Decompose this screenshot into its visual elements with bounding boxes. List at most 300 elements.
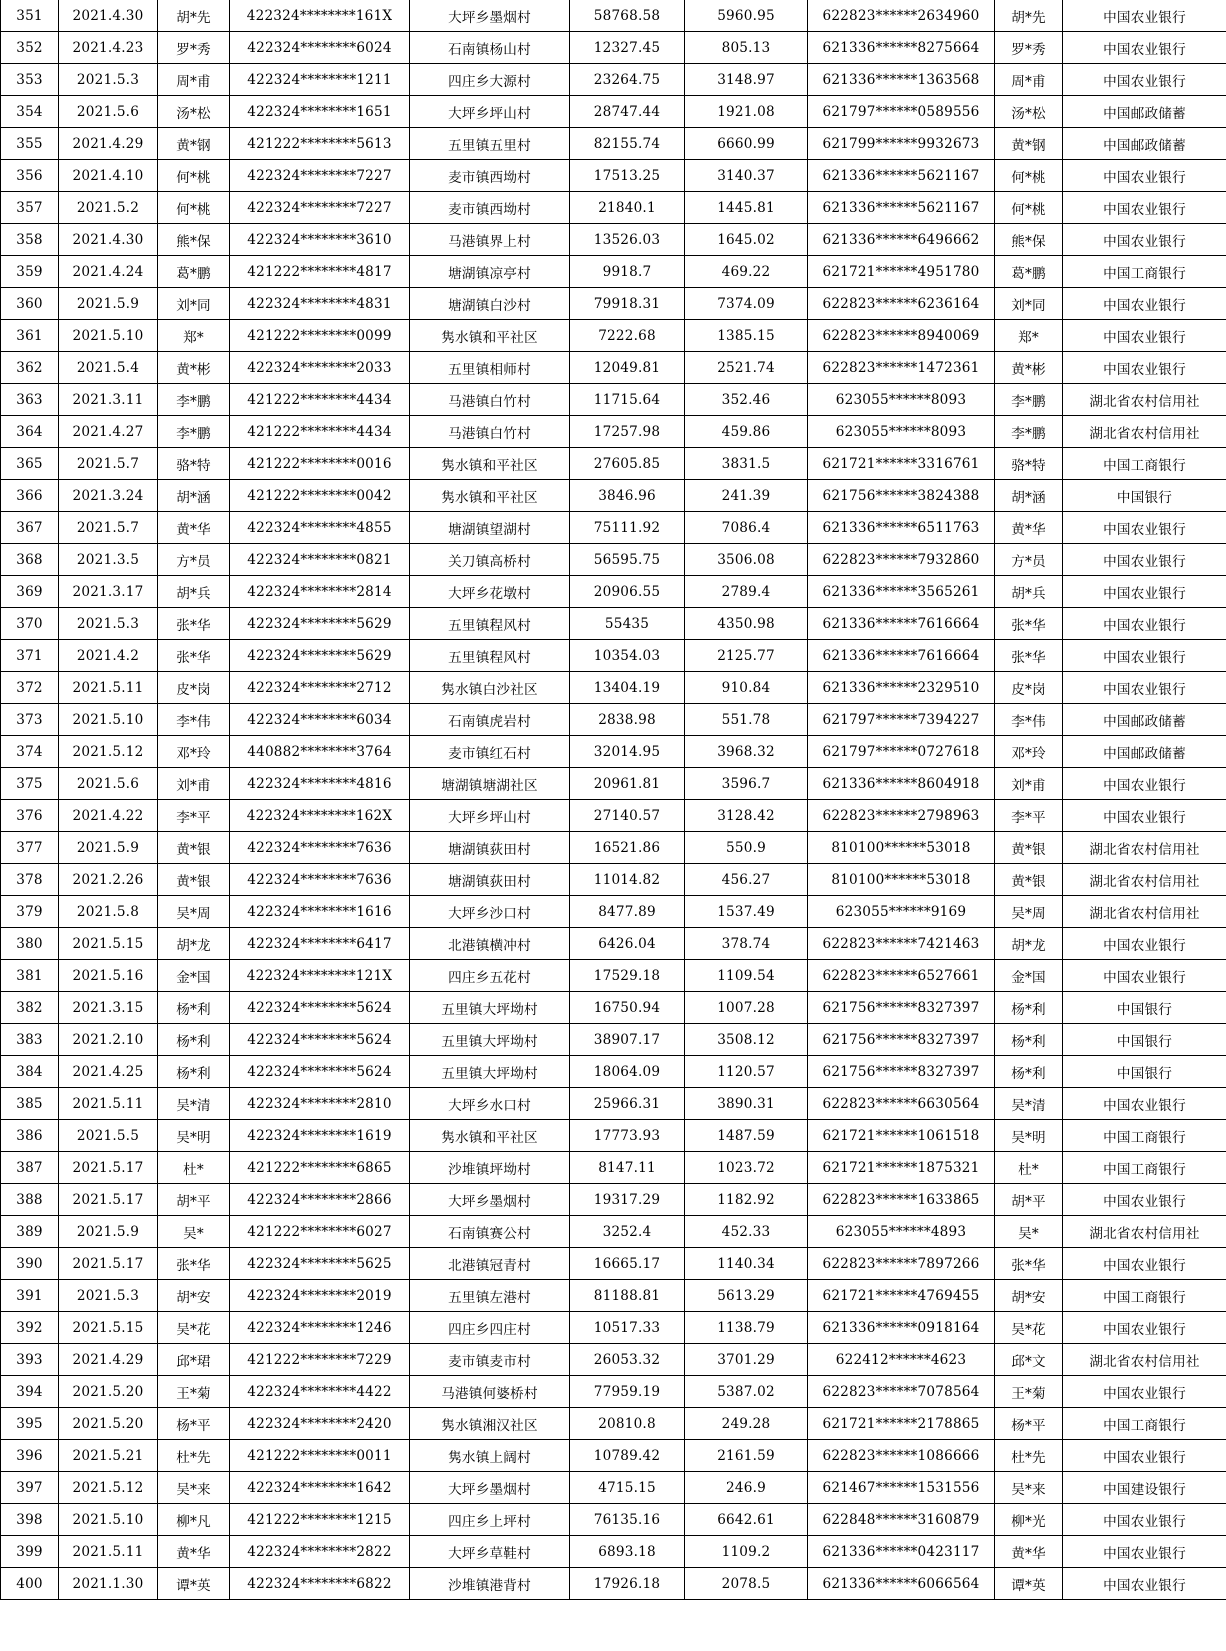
address-cell: 大坪乡坪山村 — [410, 800, 570, 832]
row-number-cell: 390 — [1, 1248, 59, 1280]
table-row — [1, 832, 1226, 864]
account-number-cell: 621721******4951780 — [808, 256, 995, 288]
address-cell: 四庄乡上坪村 — [410, 1504, 570, 1536]
address-cell: 五里镇大坪坳村 — [410, 992, 570, 1024]
account-number-cell: 621756******8327397 — [808, 992, 995, 1024]
address-cell: 大坪乡水口村 — [410, 1088, 570, 1120]
account-holder-cell: 黄*华 — [995, 512, 1063, 544]
bank-cell: 中国农业银行 — [1063, 320, 1226, 352]
date-cell: 2021.5.9 — [59, 1216, 158, 1248]
row-number-cell: 393 — [1, 1344, 59, 1376]
amount-cell: 10354.03 — [570, 640, 685, 672]
date-cell: 2021.5.10 — [59, 1504, 158, 1536]
table-row — [1, 1088, 1226, 1120]
id-number-cell: 422324********2033 — [230, 352, 410, 384]
table-row — [1, 1376, 1226, 1408]
account-number-cell: 621336******7616664 — [808, 608, 995, 640]
bank-cell: 湖北省农村信用社 — [1063, 1344, 1226, 1376]
id-number-cell: 421222********0042 — [230, 480, 410, 512]
account-number-cell: 621756******3824388 — [808, 480, 995, 512]
bank-cell: 中国银行 — [1063, 1024, 1226, 1056]
id-number-cell: 422324********2019 — [230, 1280, 410, 1312]
subsidy-cell: 1120.57 — [685, 1056, 808, 1088]
id-number-cell: 422324********7636 — [230, 832, 410, 864]
address-cell: 关刀镇高桥村 — [410, 544, 570, 576]
amount-cell: 17773.93 — [570, 1120, 685, 1152]
subsidy-cell: 1109.54 — [685, 960, 808, 992]
account-number-cell: 622823******7078564 — [808, 1376, 995, 1408]
name-cell: 杨*利 — [158, 1024, 230, 1056]
row-number-cell: 397 — [1, 1472, 59, 1504]
name-cell: 吴*清 — [158, 1088, 230, 1120]
amount-cell: 11014.82 — [570, 864, 685, 896]
date-cell: 2021.5.17 — [59, 1184, 158, 1216]
amount-cell: 12327.45 — [570, 32, 685, 64]
row-number-cell: 371 — [1, 640, 59, 672]
subsidy-cell: 1645.02 — [685, 224, 808, 256]
account-number-cell: 622823******2634960 — [808, 0, 995, 32]
account-number-cell: 622823******6236164 — [808, 288, 995, 320]
account-holder-cell: 葛*鹏 — [995, 256, 1063, 288]
account-holder-cell: 胡*兵 — [995, 576, 1063, 608]
table-row — [1, 800, 1226, 832]
subsidy-cell: 550.9 — [685, 832, 808, 864]
date-cell: 2021.5.11 — [59, 672, 158, 704]
amount-cell: 8147.11 — [570, 1152, 685, 1184]
id-number-cell: 421222********6865 — [230, 1152, 410, 1184]
address-cell: 五里镇大坪坳村 — [410, 1056, 570, 1088]
amount-cell: 38907.17 — [570, 1024, 685, 1056]
row-number-cell: 351 — [1, 0, 59, 32]
account-holder-cell: 李*鹏 — [995, 416, 1063, 448]
id-number-cell: 422324********5624 — [230, 1024, 410, 1056]
bank-cell: 中国农业银行 — [1063, 960, 1226, 992]
address-cell: 隽水镇和平社区 — [410, 1120, 570, 1152]
account-number-cell: 622823******6630564 — [808, 1088, 995, 1120]
amount-cell: 8477.89 — [570, 896, 685, 928]
account-number-cell: 621336******1363568 — [808, 64, 995, 96]
subsidy-cell: 1182.92 — [685, 1184, 808, 1216]
account-number-cell: 621336******8604918 — [808, 768, 995, 800]
address-cell: 塘湖镇凉亭村 — [410, 256, 570, 288]
address-cell: 四庄乡四庄村 — [410, 1312, 570, 1344]
subsidy-cell: 3968.32 — [685, 736, 808, 768]
row-number-cell: 359 — [1, 256, 59, 288]
records-body — [1, 0, 1226, 1600]
table-row — [1, 1056, 1226, 1088]
subsidy-cell: 1921.08 — [685, 96, 808, 128]
table-row — [1, 1312, 1226, 1344]
amount-cell: 32014.95 — [570, 736, 685, 768]
date-cell: 2021.5.16 — [59, 960, 158, 992]
subsidy-cell: 551.78 — [685, 704, 808, 736]
amount-cell: 76135.16 — [570, 1504, 685, 1536]
subsidy-cell: 3596.7 — [685, 768, 808, 800]
name-cell: 胡*龙 — [158, 928, 230, 960]
address-cell: 大坪乡墨烟村 — [410, 0, 570, 32]
bank-cell: 湖北省农村信用社 — [1063, 384, 1226, 416]
account-holder-cell: 黄*华 — [995, 1536, 1063, 1568]
account-holder-cell: 吴*明 — [995, 1120, 1063, 1152]
table-row — [1, 576, 1226, 608]
table-row — [1, 96, 1226, 128]
row-number-cell: 379 — [1, 896, 59, 928]
date-cell: 2021.4.29 — [59, 128, 158, 160]
table-row — [1, 992, 1226, 1024]
account-holder-cell: 邓*玲 — [995, 736, 1063, 768]
address-cell: 塘湖镇荻田村 — [410, 864, 570, 896]
account-number-cell: 623055******8093 — [808, 384, 995, 416]
address-cell: 隽水镇湘汉社区 — [410, 1408, 570, 1440]
account-holder-cell: 柳*光 — [995, 1504, 1063, 1536]
date-cell: 2021.5.3 — [59, 64, 158, 96]
date-cell: 2021.3.15 — [59, 992, 158, 1024]
subsidy-cell: 5613.29 — [685, 1280, 808, 1312]
address-cell: 麦市镇西坳村 — [410, 160, 570, 192]
date-cell: 2021.4.22 — [59, 800, 158, 832]
date-cell: 2021.5.4 — [59, 352, 158, 384]
account-number-cell: 621721******4769455 — [808, 1280, 995, 1312]
date-cell: 2021.5.5 — [59, 1120, 158, 1152]
bank-cell: 中国农业银行 — [1063, 0, 1226, 32]
account-holder-cell: 黄*钢 — [995, 128, 1063, 160]
table-row — [1, 480, 1226, 512]
subsidy-cell: 3128.42 — [685, 800, 808, 832]
account-holder-cell: 郑* — [995, 320, 1063, 352]
address-cell: 隽水镇上阔村 — [410, 1440, 570, 1472]
id-number-cell: 422324********5629 — [230, 640, 410, 672]
date-cell: 2021.5.7 — [59, 512, 158, 544]
row-number-cell: 395 — [1, 1408, 59, 1440]
name-cell: 熊*保 — [158, 224, 230, 256]
name-cell: 皮*岗 — [158, 672, 230, 704]
date-cell: 2021.5.3 — [59, 1280, 158, 1312]
bank-cell: 中国农业银行 — [1063, 1312, 1226, 1344]
table-row — [1, 1440, 1226, 1472]
row-number-cell: 367 — [1, 512, 59, 544]
address-cell: 大坪乡花墩村 — [410, 576, 570, 608]
table-row — [1, 320, 1226, 352]
amount-cell: 13526.03 — [570, 224, 685, 256]
date-cell: 2021.5.6 — [59, 768, 158, 800]
name-cell: 黄*华 — [158, 512, 230, 544]
name-cell: 黄*银 — [158, 832, 230, 864]
date-cell: 2021.4.29 — [59, 1344, 158, 1376]
name-cell: 王*菊 — [158, 1376, 230, 1408]
address-cell: 塘湖镇塘湖社区 — [410, 768, 570, 800]
amount-cell: 17926.18 — [570, 1568, 685, 1600]
row-number-cell: 377 — [1, 832, 59, 864]
account-holder-cell: 胡*先 — [995, 0, 1063, 32]
address-cell: 大坪乡墨烟村 — [410, 1472, 570, 1504]
row-number-cell: 380 — [1, 928, 59, 960]
subsidy-cell: 1385.15 — [685, 320, 808, 352]
account-number-cell: 621721******3316761 — [808, 448, 995, 480]
account-holder-cell: 胡*平 — [995, 1184, 1063, 1216]
id-number-cell: 422324********7227 — [230, 192, 410, 224]
account-holder-cell: 杨*利 — [995, 1024, 1063, 1056]
account-holder-cell: 何*桃 — [995, 192, 1063, 224]
account-number-cell: 622848******3160879 — [808, 1504, 995, 1536]
subsidy-cell: 1138.79 — [685, 1312, 808, 1344]
account-number-cell: 621336******5621167 — [808, 160, 995, 192]
bank-cell: 中国邮政储蓄 — [1063, 96, 1226, 128]
id-number-cell: 421222********0099 — [230, 320, 410, 352]
account-number-cell: 621336******0918164 — [808, 1312, 995, 1344]
bank-cell: 中国邮政储蓄 — [1063, 128, 1226, 160]
amount-cell: 16521.86 — [570, 832, 685, 864]
subsidy-cell: 3140.37 — [685, 160, 808, 192]
subsidy-cell: 1023.72 — [685, 1152, 808, 1184]
name-cell: 邓*玲 — [158, 736, 230, 768]
address-cell: 北港镇冠青村 — [410, 1248, 570, 1280]
account-holder-cell: 刘*同 — [995, 288, 1063, 320]
date-cell: 2021.5.8 — [59, 896, 158, 928]
name-cell: 周*甫 — [158, 64, 230, 96]
subsidy-cell: 6660.99 — [685, 128, 808, 160]
row-number-cell: 355 — [1, 128, 59, 160]
name-cell: 胡*平 — [158, 1184, 230, 1216]
bank-cell: 中国工商银行 — [1063, 448, 1226, 480]
account-holder-cell: 杨*利 — [995, 1056, 1063, 1088]
name-cell: 谭*英 — [158, 1568, 230, 1600]
account-number-cell: 621467******1531556 — [808, 1472, 995, 1504]
amount-cell: 25966.31 — [570, 1088, 685, 1120]
bank-cell: 中国农业银行 — [1063, 1088, 1226, 1120]
account-number-cell: 623055******4893 — [808, 1216, 995, 1248]
account-number-cell: 622823******1472361 — [808, 352, 995, 384]
address-cell: 五里镇相师村 — [410, 352, 570, 384]
account-number-cell: 621336******8275664 — [808, 32, 995, 64]
amount-cell: 21840.1 — [570, 192, 685, 224]
row-number-cell: 394 — [1, 1376, 59, 1408]
account-number-cell: 621799******9932673 — [808, 128, 995, 160]
amount-cell: 58768.58 — [570, 0, 685, 32]
date-cell: 2021.4.30 — [59, 0, 158, 32]
id-number-cell: 422324********6417 — [230, 928, 410, 960]
bank-cell: 中国农业银行 — [1063, 1568, 1226, 1600]
address-cell: 马港镇界上村 — [410, 224, 570, 256]
amount-cell: 20810.8 — [570, 1408, 685, 1440]
account-holder-cell: 金*国 — [995, 960, 1063, 992]
row-number-cell: 386 — [1, 1120, 59, 1152]
account-number-cell: 623055******9169 — [808, 896, 995, 928]
table-row — [1, 160, 1226, 192]
table-row — [1, 896, 1226, 928]
account-holder-cell: 李*平 — [995, 800, 1063, 832]
amount-cell: 27605.85 — [570, 448, 685, 480]
table-row — [1, 960, 1226, 992]
table-row — [1, 512, 1226, 544]
date-cell: 2021.1.30 — [59, 1568, 158, 1600]
date-cell: 2021.5.20 — [59, 1408, 158, 1440]
account-number-cell: 622823******8940069 — [808, 320, 995, 352]
row-number-cell: 375 — [1, 768, 59, 800]
account-holder-cell: 张*华 — [995, 1248, 1063, 1280]
id-number-cell: 422324********7227 — [230, 160, 410, 192]
date-cell: 2021.4.10 — [59, 160, 158, 192]
bank-cell: 湖北省农村信用社 — [1063, 832, 1226, 864]
id-number-cell: 422324********5624 — [230, 992, 410, 1024]
amount-cell: 81188.81 — [570, 1280, 685, 1312]
id-number-cell: 422324********2822 — [230, 1536, 410, 1568]
row-number-cell: 389 — [1, 1216, 59, 1248]
table-row — [1, 256, 1226, 288]
bank-cell: 中国银行 — [1063, 992, 1226, 1024]
subsidy-cell: 241.39 — [685, 480, 808, 512]
row-number-cell: 356 — [1, 160, 59, 192]
id-number-cell: 422324********2810 — [230, 1088, 410, 1120]
date-cell: 2021.5.15 — [59, 928, 158, 960]
bank-cell: 中国工商银行 — [1063, 1408, 1226, 1440]
bank-cell: 中国工商银行 — [1063, 1152, 1226, 1184]
amount-cell: 9918.7 — [570, 256, 685, 288]
row-number-cell: 399 — [1, 1536, 59, 1568]
row-number-cell: 391 — [1, 1280, 59, 1312]
bank-cell: 中国农业银行 — [1063, 672, 1226, 704]
amount-cell: 3846.96 — [570, 480, 685, 512]
row-number-cell: 383 — [1, 1024, 59, 1056]
name-cell: 黄*钢 — [158, 128, 230, 160]
bank-cell: 中国农业银行 — [1063, 576, 1226, 608]
name-cell: 胡*涵 — [158, 480, 230, 512]
id-number-cell: 422324********4816 — [230, 768, 410, 800]
subsidy-cell: 3701.29 — [685, 1344, 808, 1376]
subsidy-cell: 1109.2 — [685, 1536, 808, 1568]
table-row — [1, 192, 1226, 224]
address-cell: 石南镇杨山村 — [410, 32, 570, 64]
bank-cell: 中国农业银行 — [1063, 1440, 1226, 1472]
table-row — [1, 1504, 1226, 1536]
account-holder-cell: 皮*岗 — [995, 672, 1063, 704]
account-number-cell: 621797******0589556 — [808, 96, 995, 128]
account-holder-cell: 周*甫 — [995, 64, 1063, 96]
row-number-cell: 400 — [1, 1568, 59, 1600]
address-cell: 隽水镇和平社区 — [410, 480, 570, 512]
name-cell: 邱*珺 — [158, 1344, 230, 1376]
account-holder-cell: 吴*清 — [995, 1088, 1063, 1120]
row-number-cell: 376 — [1, 800, 59, 832]
account-holder-cell: 胡*涵 — [995, 480, 1063, 512]
subsidy-cell: 2521.74 — [685, 352, 808, 384]
table-row — [1, 352, 1226, 384]
id-number-cell: 422324********5629 — [230, 608, 410, 640]
name-cell: 杨*利 — [158, 1056, 230, 1088]
id-number-cell: 422324********121X — [230, 960, 410, 992]
subsidy-cell: 1445.81 — [685, 192, 808, 224]
amount-cell: 75111.92 — [570, 512, 685, 544]
table-row — [1, 1472, 1226, 1504]
subsidy-cell: 7086.4 — [685, 512, 808, 544]
name-cell: 杨*利 — [158, 992, 230, 1024]
amount-cell: 55435 — [570, 608, 685, 640]
bank-cell: 中国工商银行 — [1063, 1120, 1226, 1152]
row-number-cell: 352 — [1, 32, 59, 64]
account-number-cell: 621336******2329510 — [808, 672, 995, 704]
bank-cell: 中国农业银行 — [1063, 1184, 1226, 1216]
address-cell: 五里镇程风村 — [410, 608, 570, 640]
address-cell: 北港镇横冲村 — [410, 928, 570, 960]
address-cell: 麦市镇西坳村 — [410, 192, 570, 224]
amount-cell: 26053.32 — [570, 1344, 685, 1376]
amount-cell: 2838.98 — [570, 704, 685, 736]
id-number-cell: 422324********1616 — [230, 896, 410, 928]
account-holder-cell: 李*伟 — [995, 704, 1063, 736]
row-number-cell: 354 — [1, 96, 59, 128]
address-cell: 大坪乡沙口村 — [410, 896, 570, 928]
id-number-cell: 422324********7636 — [230, 864, 410, 896]
subsidy-cell: 7374.09 — [685, 288, 808, 320]
name-cell: 刘*甫 — [158, 768, 230, 800]
row-number-cell: 369 — [1, 576, 59, 608]
account-number-cell: 621336******0423117 — [808, 1536, 995, 1568]
date-cell: 2021.2.10 — [59, 1024, 158, 1056]
subsidy-cell: 1537.49 — [685, 896, 808, 928]
amount-cell: 7222.68 — [570, 320, 685, 352]
bank-cell: 中国农业银行 — [1063, 192, 1226, 224]
account-number-cell: 621756******8327397 — [808, 1056, 995, 1088]
address-cell: 隽水镇和平社区 — [410, 448, 570, 480]
account-number-cell: 621797******7394227 — [808, 704, 995, 736]
bank-cell: 中国农业银行 — [1063, 288, 1226, 320]
table-row — [1, 1120, 1226, 1152]
account-number-cell: 622823******7897266 — [808, 1248, 995, 1280]
date-cell: 2021.5.20 — [59, 1376, 158, 1408]
name-cell: 杨*平 — [158, 1408, 230, 1440]
bank-cell: 中国农业银行 — [1063, 1376, 1226, 1408]
table-row — [1, 1536, 1226, 1568]
id-number-cell: 421222********4434 — [230, 416, 410, 448]
date-cell: 2021.5.7 — [59, 448, 158, 480]
date-cell: 2021.3.17 — [59, 576, 158, 608]
date-cell: 2021.5.9 — [59, 288, 158, 320]
address-cell: 马港镇白竹村 — [410, 416, 570, 448]
bank-cell: 中国工商银行 — [1063, 256, 1226, 288]
account-holder-cell: 杜* — [995, 1152, 1063, 1184]
bank-cell: 中国农业银行 — [1063, 512, 1226, 544]
account-number-cell: 622823******6527661 — [808, 960, 995, 992]
name-cell: 罗*秀 — [158, 32, 230, 64]
table-row — [1, 704, 1226, 736]
row-number-cell: 396 — [1, 1440, 59, 1472]
account-number-cell: 622412******4623 — [808, 1344, 995, 1376]
name-cell: 张*华 — [158, 1248, 230, 1280]
bank-cell: 中国农业银行 — [1063, 1504, 1226, 1536]
date-cell: 2021.5.15 — [59, 1312, 158, 1344]
amount-cell: 4715.15 — [570, 1472, 685, 1504]
name-cell: 张*华 — [158, 608, 230, 640]
account-holder-cell: 张*华 — [995, 608, 1063, 640]
account-holder-cell: 罗*秀 — [995, 32, 1063, 64]
subsidy-cell: 1140.34 — [685, 1248, 808, 1280]
account-holder-cell: 吴*周 — [995, 896, 1063, 928]
row-number-cell: 360 — [1, 288, 59, 320]
subsidy-cell: 1007.28 — [685, 992, 808, 1024]
account-holder-cell: 吴* — [995, 1216, 1063, 1248]
account-holder-cell: 黄*彬 — [995, 352, 1063, 384]
table-row — [1, 1280, 1226, 1312]
address-cell: 大坪乡坪山村 — [410, 96, 570, 128]
bank-cell: 中国农业银行 — [1063, 768, 1226, 800]
table-row — [1, 736, 1226, 768]
id-number-cell: 422324********1619 — [230, 1120, 410, 1152]
amount-cell: 20961.81 — [570, 768, 685, 800]
subsidy-cell: 1487.59 — [685, 1120, 808, 1152]
address-cell: 五里镇大坪坳村 — [410, 1024, 570, 1056]
row-number-cell: 378 — [1, 864, 59, 896]
id-number-cell: 422324********3610 — [230, 224, 410, 256]
date-cell: 2021.3.11 — [59, 384, 158, 416]
